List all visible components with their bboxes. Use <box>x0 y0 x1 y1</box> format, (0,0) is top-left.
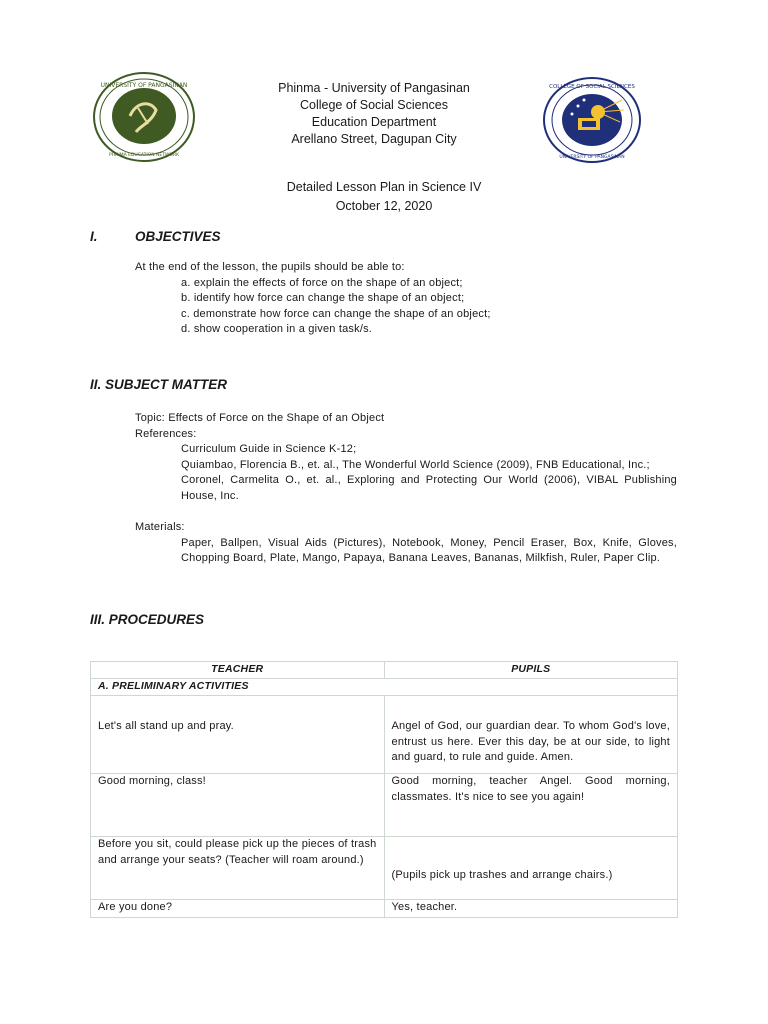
subject-topic: Topic: Effects of Force on the Shape of an Object <box>135 412 385 424</box>
teacher-cell: Good morning, class! <box>91 774 385 837</box>
objectives-numeral: I. <box>90 229 98 244</box>
pupils-cell: Angel of God, our guardian dear. To whom God's love, entrust us here. Ever this day, be at our side, to light and guard, to rule and guide. Amen. <box>384 696 678 774</box>
objective-item: a. explain the effects of force on the shape of an object; <box>181 276 463 289</box>
left-seal-bottom-text: PHINMA EDUCATION NETWORK <box>108 153 180 158</box>
objective-item: b. identify how force can change the shape of an object; <box>181 292 465 305</box>
teacher-column-header: TEACHER <box>91 662 385 679</box>
pupils-cell: Good morning, teacher Angel. Good morning, classmates. It's nice to see you again! <box>384 774 678 837</box>
teacher-cell: Before you sit, could please pick up the pieces of trash and arrange your seats? (Teacher will roam around.) <box>91 837 385 900</box>
references-list <box>181 442 677 504</box>
procedures-table <box>90 661 678 918</box>
table-row <box>91 696 678 774</box>
left-seal-top-text: UNIVERSITY OF PANGASINAN <box>100 82 188 89</box>
plan-title-block <box>214 178 554 216</box>
materials-label: Materials: <box>135 521 185 533</box>
reference-item: Curriculum Guide in Science K-12; <box>181 443 357 455</box>
institution-header <box>214 80 534 148</box>
objectives-title: OBJECTIVES <box>135 229 221 244</box>
header-line-college: College of Social Sciences <box>300 98 448 112</box>
header-line-address: Arellano Street, Dagupan City <box>291 132 457 146</box>
procedures-title: III. PROCEDURES <box>90 612 205 627</box>
header-line-university: Phinma - University of Pangasinan <box>278 81 470 95</box>
pupils-cell: (Pupils pick up trashes and arrange chairs.) <box>384 837 678 900</box>
table-row <box>91 900 678 918</box>
teacher-cell: Are you done? <box>91 900 385 918</box>
right-seal-bottom-text: UNIVERSITY OF PANGASINAN <box>559 155 625 160</box>
plan-date: October 12, 2020 <box>335 199 433 213</box>
table-row <box>91 837 678 900</box>
pupils-cell: Yes, teacher. <box>384 900 678 918</box>
table-header-row <box>91 662 678 679</box>
materials-list: Paper, Ballpen, Visual Aids (Pictures), Notebook, Money, Pencil Eraser, Box, Knife, Gloves, Chopping Board, Plate, Mango, Papaya, Banana Leaves, Bananas, Milkfish, Ruler, Paper Clip. <box>181 536 677 565</box>
reference-item: Coronel, Carmelita O., et. al., Exploring and Protecting Our World (2006), VIBAL Publishing House, Inc. <box>181 474 677 502</box>
teacher-cell: Let's all stand up and pray. <box>91 696 385 774</box>
objectives-intro: At the end of the lesson, the pupils should be able to: <box>135 261 405 273</box>
section-a-label: A. PRELIMINARY ACTIVITIES <box>91 679 678 696</box>
references-label: References: <box>135 427 197 440</box>
objectives-list <box>181 276 491 338</box>
subject-matter-title: II. SUBJECT MATTER <box>90 377 228 392</box>
plan-title: Detailed Lesson Plan in Science IV <box>286 180 482 194</box>
college-seal-logo <box>542 76 642 166</box>
section-row <box>91 679 678 696</box>
university-seal-logo <box>92 72 196 164</box>
pupils-column-header: PUPILS <box>384 662 678 679</box>
table-row <box>91 774 678 837</box>
right-seal-top-text: COLLEGE OF SOCIAL SCIENCES <box>549 84 635 90</box>
reference-item: Quiambao, Florencia B., et. al., The Wonderful World Science (2009), FNB Educational, Inc.; <box>181 458 650 471</box>
objective-item: c. demonstrate how force can change the shape of an object; <box>181 307 491 320</box>
objective-item: d. show cooperation in a given task/s. <box>181 323 373 336</box>
header-line-department: Education Department <box>311 115 437 129</box>
